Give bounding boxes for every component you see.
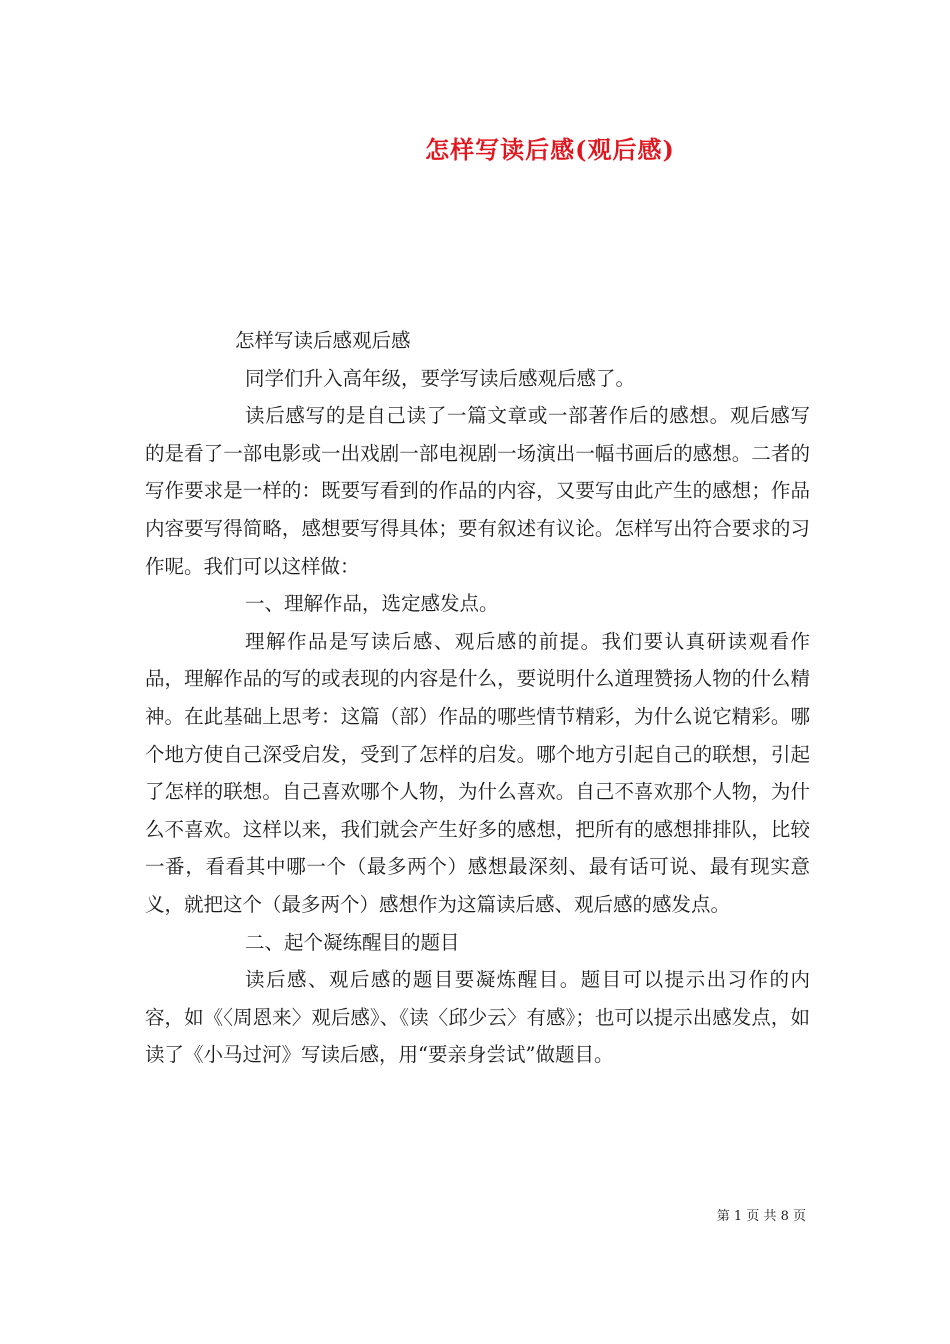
section-heading-2: 二、起个凝练醒目的题目 — [245, 930, 460, 954]
section-heading-1: 一、理解作品，选定感发点。 — [245, 592, 499, 616]
document-title: 怎样写读后感(观后感) — [425, 135, 675, 164]
section-2-paragraph: 读后感、观后感的题目要凝炼醒目。题目可以提示出习作的内容，如《〈周恩来〉观后感》、《读〈邱少云〉有感》；也可以提示出感发点，如读了《小马过河》写读后感，用“要亲身尝试”做题目。 — [145, 968, 810, 1067]
intro-paragraph: 同学们升入高年级，要学写读后感观后感了。 — [245, 366, 636, 390]
subtitle-paragraph: 怎样写读后感观后感 — [235, 329, 411, 352]
section-1-paragraph: 理解作品是写读后感、观后感的前提。我们要认真研读观看作品，理解作品的写的或表现的内容是什么，要说明什么道理赞扬人物的什么精神。在此基础上思考：这篇（部）作品的哪些情节精彩，为什么说它精彩。哪个地方使自己深受启发，受到了怎样的启发。哪个地方引起自己的联想，引起了怎样的联想。自己喜欢哪个人物，为什么喜欢。自己不喜欢那个人物，为什么不喜欢。这样以来，我们就会产生好多的感想，把所有的感想排排队，比较一番，看看其中哪一个（最多两个）感想最深刻、最有话可说、最有现实意义，就把这个（最多两个）感想作为这篇读后感、观后感的感发点。 — [145, 629, 810, 916]
page-number-footer: 第 1 页 共 8 页 — [716, 1209, 806, 1224]
document-body — [145, 322, 810, 1074]
definition-paragraph: 读后感写的是自己读了一篇文章或一部著作后的感想。观后感写的是看了一部电影或一出戏剧一部电视剧一场演出一幅书画后的感想。二者的写作要求是一样的：既要写看到的作品的内容，又要写由此产生的感想；作品内容要写得简略，感想要写得具体；要有叙述有议论。怎样写出符合要求的习作呢。我们可以这样做： — [145, 404, 810, 578]
